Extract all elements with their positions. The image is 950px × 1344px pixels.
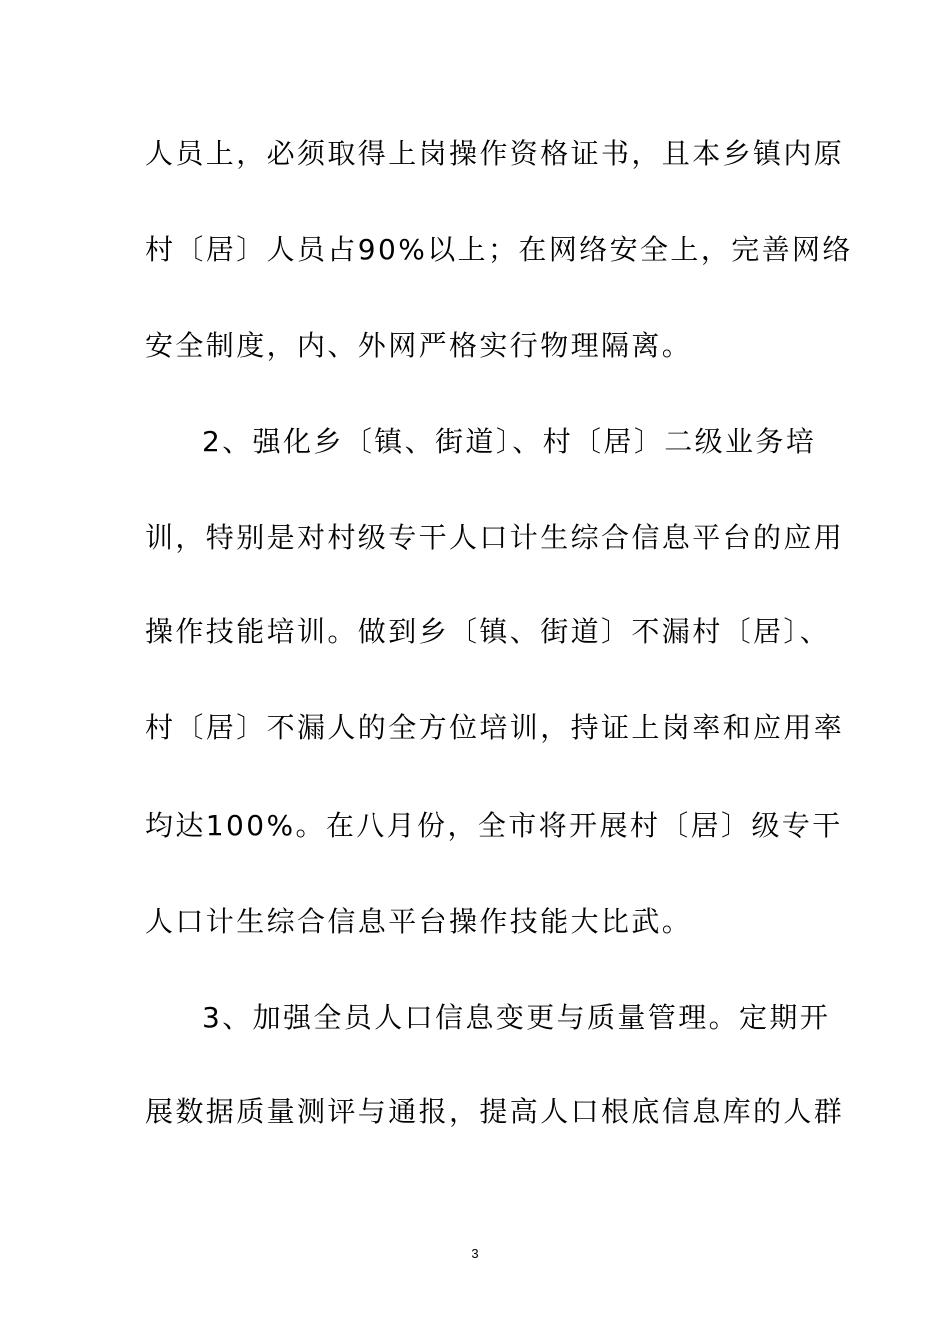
- text-line-10: 3、加强全员人口信息变更与质量管理。定期开: [202, 1001, 831, 1034]
- text-line-11: 展数据质量测评与通报，提高人口根底信息库的人群: [145, 1095, 845, 1128]
- page-number: 3: [471, 1246, 479, 1261]
- text-line-3: 安全制度，内、外网严格实行物理隔离。: [145, 329, 693, 362]
- text-line-1: 人员上，必须取得上岗操作资格证书，且本乡镇内原: [145, 137, 845, 170]
- text-line-5: 训，特别是对村级专干人口计生综合信息平台的应用: [145, 521, 845, 554]
- text-line-6: 操作技能培训。做到乡〔镇、街道〕不漏村〔居〕、: [145, 615, 831, 648]
- text-line-9: 人口计生综合信息平台操作技能大比武。: [145, 905, 693, 938]
- text-line-7: 村〔居〕不漏人的全方位培训，持证上岗率和应用率: [145, 711, 845, 744]
- text-line-4: 2、强化乡〔镇、街道〕、村〔居〕二级业务培: [202, 425, 817, 458]
- text-line-8: 均达100%。在八月份，全市将开展村〔居〕级专干: [145, 809, 843, 842]
- text-line-2: 村〔居〕人员占90%以上；在网络安全上，完善网络: [145, 233, 853, 266]
